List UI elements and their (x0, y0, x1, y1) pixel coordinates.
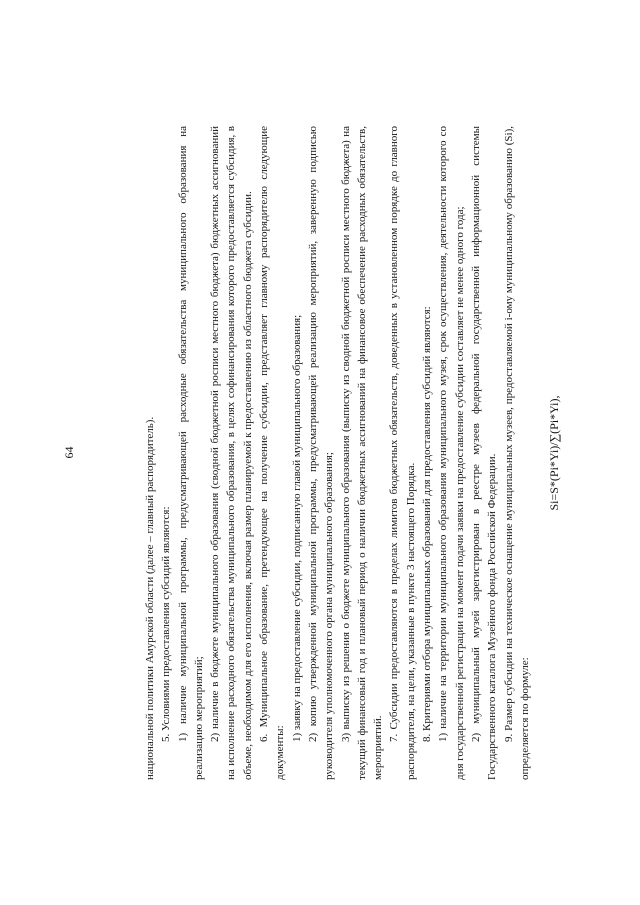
paragraph: 2) копию утвержденной муниципальной программы, предусматривающей реализацию мероприятий, заверенную подписью руководителя уполномоченного органа муниципального образования; (306, 126, 336, 780)
paragraph: 8. Критериями отбора муниципальных образований для предоставления субсидий являются: (421, 306, 434, 742)
paragraph: 1) наличие на территории муниципального образования муниципального музея, срок осуществления, деятельности которого со дня государственной регистрации на момент подачи заявки на предоставление субсидии составляет не менее одного года; (437, 126, 466, 780)
paragraph: 9. Размер субсидии на техническое оснащение муниципальных музеев, предоставляемой i-ому муниципальному образованию (Si), определяется по формуле: (502, 126, 531, 780)
paragraph: 7. Субсидии предоставляются в пределах лимитов бюджетных обязательств, доведенных в установленном порядке до главного распорядителя, на цели, указанные в пункте 3 настоящего Порядка. (388, 126, 417, 780)
paragraph: 3) выписку из решения о бюджете муниципального образования (выписку из сводной бюджетной росписи местного бюджета) на текущий финансовый год и плановый период о наличии бюджетных ассигнований на финансовое обеспечение расходных обязательств, мероприятий. (339, 126, 385, 780)
paragraph: 2) наличие в бюджете муниципального образования (сводной бюджетной росписи местного бюджета) бюджетных ассигнований на исполнение расходного обязательства муниципального образования, в целях софинансирования которого предоставляется субсидия, в объеме, необходимом для его исполнения, включая размер планируемой к предоставлению из областного бюджета субсидии. (209, 126, 254, 780)
body-text (142, 126, 533, 780)
page-number: 64 (62, 446, 76, 459)
paragraph: 1) наличие муниципальной программы, предусматривающей расходные обязательства муниципального образования на реализацию мероприятий; (176, 126, 205, 780)
paragraph: 2) муниципальный музей зарегистрирован в реестре музеев федеральной государственной информационной системы Государственного каталога Музейного фонда Российской Федерации. (469, 126, 499, 780)
paragraph: 6. Муниципальное образование, претендующее на получение субсидии, представляет главному распорядителю следующие документы: (258, 126, 287, 780)
paragraph: 1) заявку на предоставление субсидии, подписанную главой муниципального образования; (290, 314, 303, 742)
paragraph: 5. Условиями предоставления субсидий являются: (160, 506, 173, 742)
formula: Si=S*(Pi*Yi)/∑(Pi*Yi), (547, 395, 561, 511)
paragraph: национальной политики Амурской области (далее – главный распорядитель). (144, 416, 156, 780)
